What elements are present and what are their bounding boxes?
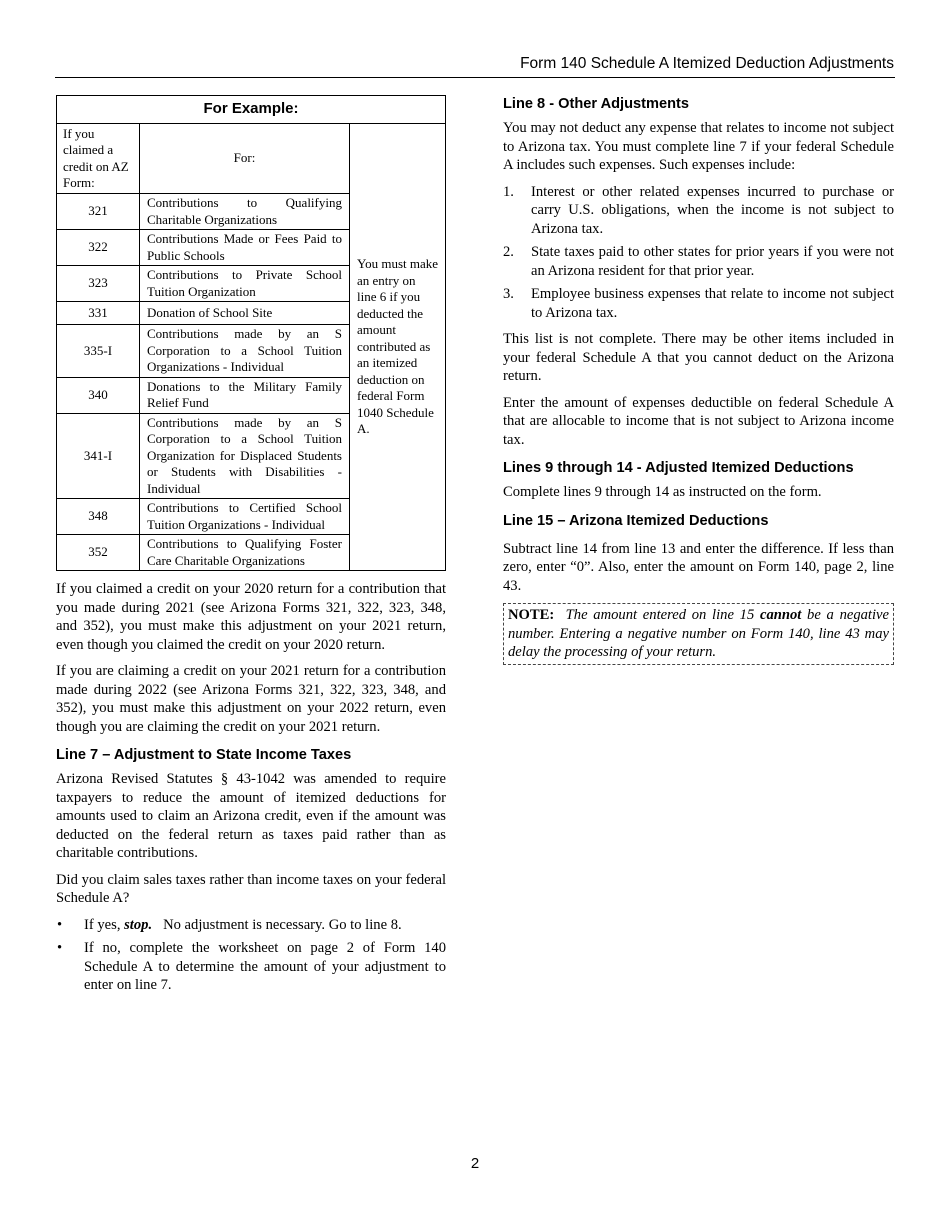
bullet1-pre: If yes,	[84, 916, 125, 933]
line8-numbered-list	[503, 183, 894, 323]
right-column	[503, 95, 894, 665]
line7-bullet-list	[56, 916, 446, 995]
bullet1-stop: stop.	[124, 916, 153, 933]
left-column	[56, 95, 446, 1000]
table-cell-for: Contributions Made or Fees Paid to Public Schools	[140, 230, 350, 266]
line8-paragraph-1: You may not deduct any expense that relates to income not subject to Arizona tax. You must complete line 7 if your federal Schedule A includes such expenses. Such expenses include:	[503, 120, 894, 173]
bullet-icon: •	[57, 916, 63, 933]
list-item	[56, 939, 446, 995]
note-label: NOTE:	[508, 607, 555, 623]
page-number: 2	[470, 1155, 480, 1172]
example-table-title: For Example:	[57, 96, 446, 124]
table-cell-for: Donation of School Site	[140, 302, 350, 325]
table-cell-for: Contributions made by an S Corporation to a School Tuition Organizations - Individual	[140, 325, 350, 378]
bullet1-post: No adjustment is necessary. Go to line 8.	[163, 916, 402, 933]
list-item: 1. Interest or other related expenses incurred to purchase or carry U.S. obligations, when the income is not subject to Arizona tax.	[503, 183, 894, 237]
page-header-title: Form 140 Schedule A Itemized Deduction Adjustments	[520, 55, 894, 72]
bullet2-text: If no, complete the worksheet on page 2 of Form 140 Schedule A to determine the amount of your adjustment to enter on line 7.	[84, 940, 446, 993]
bullet-icon: •	[57, 940, 63, 956]
line8-paragraph-3: Enter the amount of expenses deductible on federal Schedule A that are allocable to income that is not subject to Arizona income tax.	[503, 394, 894, 448]
table-cell-for: Donations to the Military Family Relief Fund	[140, 377, 350, 413]
lines9-14-paragraph: Complete lines 9 through 14 as instructed on the form.	[503, 484, 822, 500]
note-box: NOTE: The amount entered on line 15 cannot be a negative number. Entering a negative number on Form 140, line 43 may delay the processing of your return.	[503, 603, 894, 665]
table-cell-form: 321	[57, 194, 140, 230]
table-cell-form: 352	[57, 535, 140, 571]
list-item: 3. Employee business expenses that relate to income not subject to Arizona tax.	[503, 286, 894, 321]
table-cell-form: 341-I	[57, 413, 140, 499]
table-cell-form: 340	[57, 377, 140, 413]
line8-heading: Line 8 - Other Adjustments	[503, 96, 689, 112]
example-table-note: You must make an entry on line 6 if you deducted the amount contributed as an itemized deduction on federal Form 1040 Schedule A.	[350, 124, 446, 571]
table-cell-for: Contributions to Certified School Tuition Organizations - Individual	[140, 499, 350, 535]
example-table-col2-header: For:	[140, 124, 350, 194]
line8-paragraph-2: This list is not complete. There may be other items included in your federal Schedule A that you cannot deduct on the Arizona return.	[503, 331, 894, 384]
table-cell-form: 331	[57, 302, 140, 325]
table-cell-form: 322	[57, 230, 140, 266]
table-cell-form: 323	[57, 266, 140, 302]
line7-heading: Line 7 – Adjustment to State Income Taxes	[56, 747, 352, 763]
line7-paragraph-1: Arizona Revised Statutes § 43-1042 was amended to require taxpayers to reduce the amount of itemized deductions for amounts used to claim an Arizona credit, even if the amount was deducted on the federal return as taxes paid rather than as charitable contributions.	[56, 771, 446, 861]
list-item: 2. State taxes paid to other states for prior years if you were not an Arizona resident for that prior year.	[503, 244, 894, 279]
paragraph-2021-credit: If you are claiming a credit on your 2021 return for a contribution made during 2022 (see Arizona Forms 321, 322, 323, 348, and 352), you must make this adjustment on your 2022 return, even though you are claiming the credit on your 2021 return.	[56, 663, 446, 735]
table-cell-for: Contributions made by an S Corporation to a School Tuition Organization for Displaced Students or Students with Disabilities - Individual	[140, 413, 350, 499]
paragraph-2020-credit: If you claimed a credit on your 2020 return for a contribution that you made during 2021 (see Arizona Forms 321, 322, 323, 348, and 352), you must make this adjustment on your 2021 return, even though you claimed the credit on your 2020 return.	[56, 581, 446, 653]
line15-heading: Line 15 – Arizona Itemized Deductions	[503, 512, 769, 529]
table-cell-for: Contributions to Qualifying Foster Care Charitable Organizations	[140, 535, 350, 571]
table-cell-for: Contributions to Qualifying Charitable Organizations	[140, 194, 350, 230]
example-table-col1-header: If you claimed a credit on AZ Form:	[57, 124, 140, 194]
table-cell-for: Contributions to Private School Tuition Organization	[140, 266, 350, 302]
lines9-14-heading: Lines 9 through 14 - Adjusted Itemized Deductions	[503, 460, 854, 476]
table-cell-form: 335-I	[57, 325, 140, 378]
list-item	[56, 916, 446, 935]
header-rule	[55, 77, 895, 78]
table-cell-form: 348	[57, 499, 140, 535]
line7-paragraph-2: Did you claim sales taxes rather than income taxes on your federal Schedule A?	[56, 871, 446, 906]
example-table	[56, 95, 446, 571]
line15-paragraph: Subtract line 14 from line 13 and enter the difference. If less than zero, enter “0”. Also, enter the amount on Form 140, page 2, line 43.	[503, 540, 894, 594]
